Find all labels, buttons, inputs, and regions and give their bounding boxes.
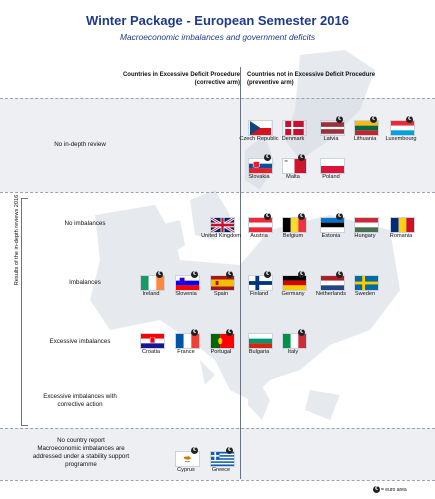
flag-poland (320, 158, 345, 174)
euro-area-badge: € (264, 154, 271, 161)
euro-area-badge: € (156, 271, 163, 278)
flag-bulgaria (248, 333, 273, 349)
country-label: Sweden (354, 291, 376, 297)
country-label: Lithuania (353, 136, 377, 142)
euro-area-badge: € (298, 154, 305, 161)
euro-area-badge: € (336, 116, 343, 123)
row-divider (0, 480, 435, 481)
column-header-edp: Countries in Excessive Deficit Procedure (corrective arm) (122, 72, 240, 86)
country-label: Latvia (323, 136, 339, 142)
country-label: Spain (213, 291, 229, 297)
country-label: Finland (249, 291, 269, 297)
euro-area-badge: € (336, 271, 343, 278)
country-label: Slovenia (175, 291, 197, 297)
row-label-no-review: No in-depth review (54, 141, 106, 148)
euro-area-badge: € (336, 213, 343, 220)
country-label: Greece (211, 467, 231, 473)
country-label: United Kingdom (201, 233, 241, 239)
side-label: Results of the in-depth reviews 2016 (14, 194, 20, 286)
euro-area-badge: € (298, 213, 305, 220)
country-label: Estonia (321, 233, 341, 239)
page-title: Winter Package - European Semester 2016 (86, 13, 349, 28)
flag-denmark (282, 120, 307, 136)
country-label: Cyprus (177, 467, 195, 473)
legend-label: = euro area (381, 487, 407, 493)
euro-area-legend (375, 486, 407, 493)
euro-area-badge: € (226, 271, 233, 278)
page-subtitle: Macroeconomic imbalances and government deficits (119, 32, 316, 42)
euro-area-badge: € (191, 329, 198, 336)
euro-area-badge: € (370, 116, 377, 123)
column-divider (240, 67, 241, 479)
row-divider (0, 98, 435, 99)
row-divider (0, 192, 435, 193)
country-label: Denmark (281, 136, 305, 142)
country-label: Luxembourg (385, 136, 417, 142)
euro-area-badge: € (298, 329, 305, 336)
row-label-excessive: Excessive imbalances (49, 338, 111, 345)
country-label: Netherlands (315, 291, 347, 297)
euro-area-badge: € (406, 116, 413, 123)
euro-icon: € (373, 486, 380, 493)
row-label-no-report: No country report Macroeconomic imbalances are addressed under a stability support programme (32, 437, 130, 468)
country-label: Belgium (282, 233, 304, 239)
row-label-excessive-corrective: Excessive imbalances with corrective action (43, 393, 117, 408)
country-label: Portugal (210, 349, 232, 355)
euro-area-badge: € (191, 447, 198, 454)
country-label: Austria (250, 233, 268, 239)
flag-croatia (140, 333, 165, 349)
country-label: Hungary (354, 233, 376, 239)
flag-czech-republic (248, 120, 273, 136)
country-label: Italy (287, 349, 299, 355)
euro-area-badge: € (298, 271, 305, 278)
euro-area-badge: € (226, 447, 233, 454)
country-label: Malta (286, 174, 300, 180)
row-divider (0, 428, 435, 429)
euro-area-badge: € (264, 271, 271, 278)
country-label: Slovakia (248, 174, 270, 180)
flag-sweden (354, 275, 379, 291)
country-label: Poland (322, 174, 340, 180)
country-label: Germany (281, 291, 305, 297)
country-label: Ireland (142, 291, 160, 297)
row-label-no-imbalances: No imbalances (64, 220, 106, 227)
idr-bracket (21, 198, 28, 426)
euro-area-badge: € (191, 271, 198, 278)
flag-hungary (354, 217, 379, 233)
euro-area-badge: € (264, 213, 271, 220)
row-label-imbalances: Imbalances (69, 279, 101, 286)
country-label: Croatia (141, 349, 161, 355)
column-header-non-edp: Countries not in Excessive Deficit Procedure (preventive arm) (247, 72, 376, 86)
flag-romania (390, 217, 415, 233)
flag-united-kingdom (210, 217, 235, 233)
country-label: Romania (389, 233, 413, 239)
euro-area-badge: € (226, 329, 233, 336)
country-label: Czech Republic (239, 136, 279, 142)
country-label: Bulgaria (248, 349, 270, 355)
country-label: France (177, 349, 195, 355)
